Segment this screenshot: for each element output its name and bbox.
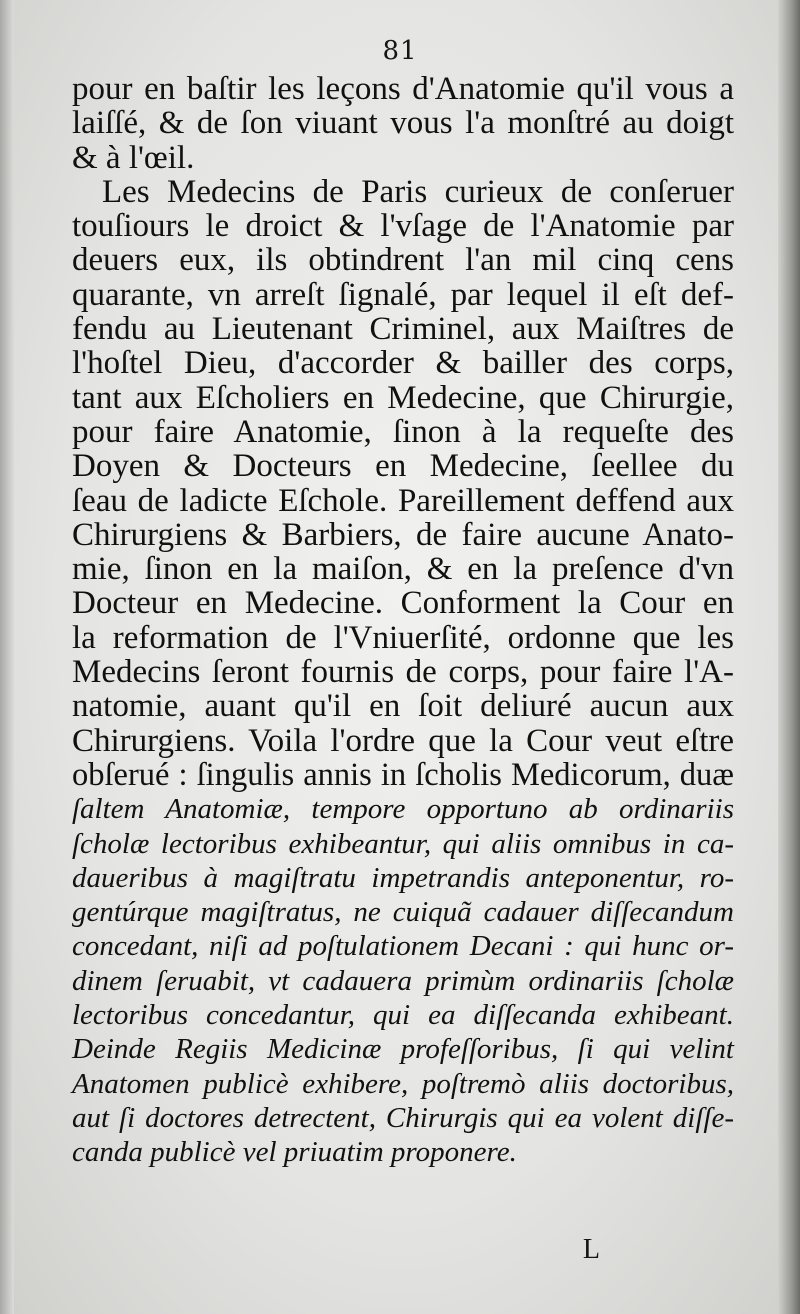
body-text	[72, 72, 734, 1170]
latin-text-line: ſcholæ lectoribus exhibeantur, qui aliis omnibus in ca-	[72, 827, 734, 860]
text-line: tant aux Eſcholiers en Medecine, que Chirurgie,	[72, 379, 734, 416]
latin-text-line: dinem ſeruabit, vt cadauera primùm ordinariis ſcholæ	[72, 964, 734, 997]
latin-text-line: lectoribus concedantur, qui ea diſſecanda exhibeant.	[72, 999, 734, 1032]
page-right-edge	[778, 0, 800, 1314]
text-line: fendu au Lieutenant Criminel, aux Maiſtres de	[72, 311, 734, 348]
latin-text-line: Deinde Regiis Medicinæ profeſſoribus, ſi qui velint	[72, 1033, 734, 1066]
text-line: Chirurgiens & Barbiers, de faire aucune Anato-	[72, 516, 734, 553]
text-line: natomie, auant qu'il en ſoit deliuré aucun aux	[72, 688, 734, 725]
text-line: la reformation de l'Vniuerſité, ordonne que les	[72, 619, 734, 656]
text-line: mie, ſinon en la maiſon, & en la preſence d'vn	[72, 551, 734, 588]
text-line: ſeau de ladicte Eſchole. Pareillement deffend aux	[72, 482, 734, 519]
latin-text-line: concedant, niſi ad poſtulationem Decani : qui hunc or-	[72, 930, 734, 963]
text-line: obſerué : ſingulis annis in ſcholis Medicorum, duæ	[72, 756, 734, 793]
signature-mark: L	[582, 1234, 600, 1265]
text-line: Doyen & Docteurs en Medecine, ſeellee du	[72, 448, 734, 485]
text-line: pour faire Anatomie, ſinon à la requeſte des	[72, 413, 734, 450]
text-line: l'hoſtel Dieu, d'accorder & bailler des corps,	[72, 345, 734, 382]
text-line: laiſſé, & de ſon viuant vous l'a monſtré au doigt	[72, 105, 734, 142]
text-line: Les Medecins de Paris curieux de conſeruer	[102, 173, 734, 210]
page-number: 81	[382, 36, 418, 66]
latin-text-line: canda publicè vel priuatim proponere.	[72, 1136, 517, 1169]
latin-text-line: gentúrque magiſtratus, ne cuiquã cadauer diſſecandum	[72, 896, 734, 929]
text-line: Chirurgiens. Voila l'ordre que la Cour veut eſtre	[72, 722, 734, 759]
latin-text-line: aut ſi doctores detrectent, Chirurgis qui ea volent diſſe-	[72, 1101, 734, 1134]
latin-text-line: daueribus à magiſtratu impetrandis anteponentur, ro-	[72, 861, 734, 894]
latin-text-line: Anatomen publicè exhibere, poſtremò aliis doctoribus,	[72, 1067, 734, 1100]
text-line: pour en baſtir les leçons d'Anatomie qu'il vous a	[72, 71, 734, 107]
page-left-edge	[0, 0, 14, 1314]
text-line: Docteur en Medecine. Conforment la Cour en	[72, 585, 734, 622]
text-line: quarante, vn arreſt ſignalé, par lequel il eſt def-	[72, 276, 734, 313]
text-line: deuers eux, ils obtindrent l'an mil cinq cens	[72, 242, 734, 279]
text-line: touſiours le droict & l'vſage de l'Anatomie par	[72, 208, 734, 245]
text-line: Medecins ſeront fournis de corps, pour faire l'A-	[72, 654, 734, 691]
latin-text-line: ſaltem Anatomiæ, tempore opportuno ab ordinariis	[72, 793, 734, 826]
text-line: & à l'œil.	[72, 139, 195, 176]
